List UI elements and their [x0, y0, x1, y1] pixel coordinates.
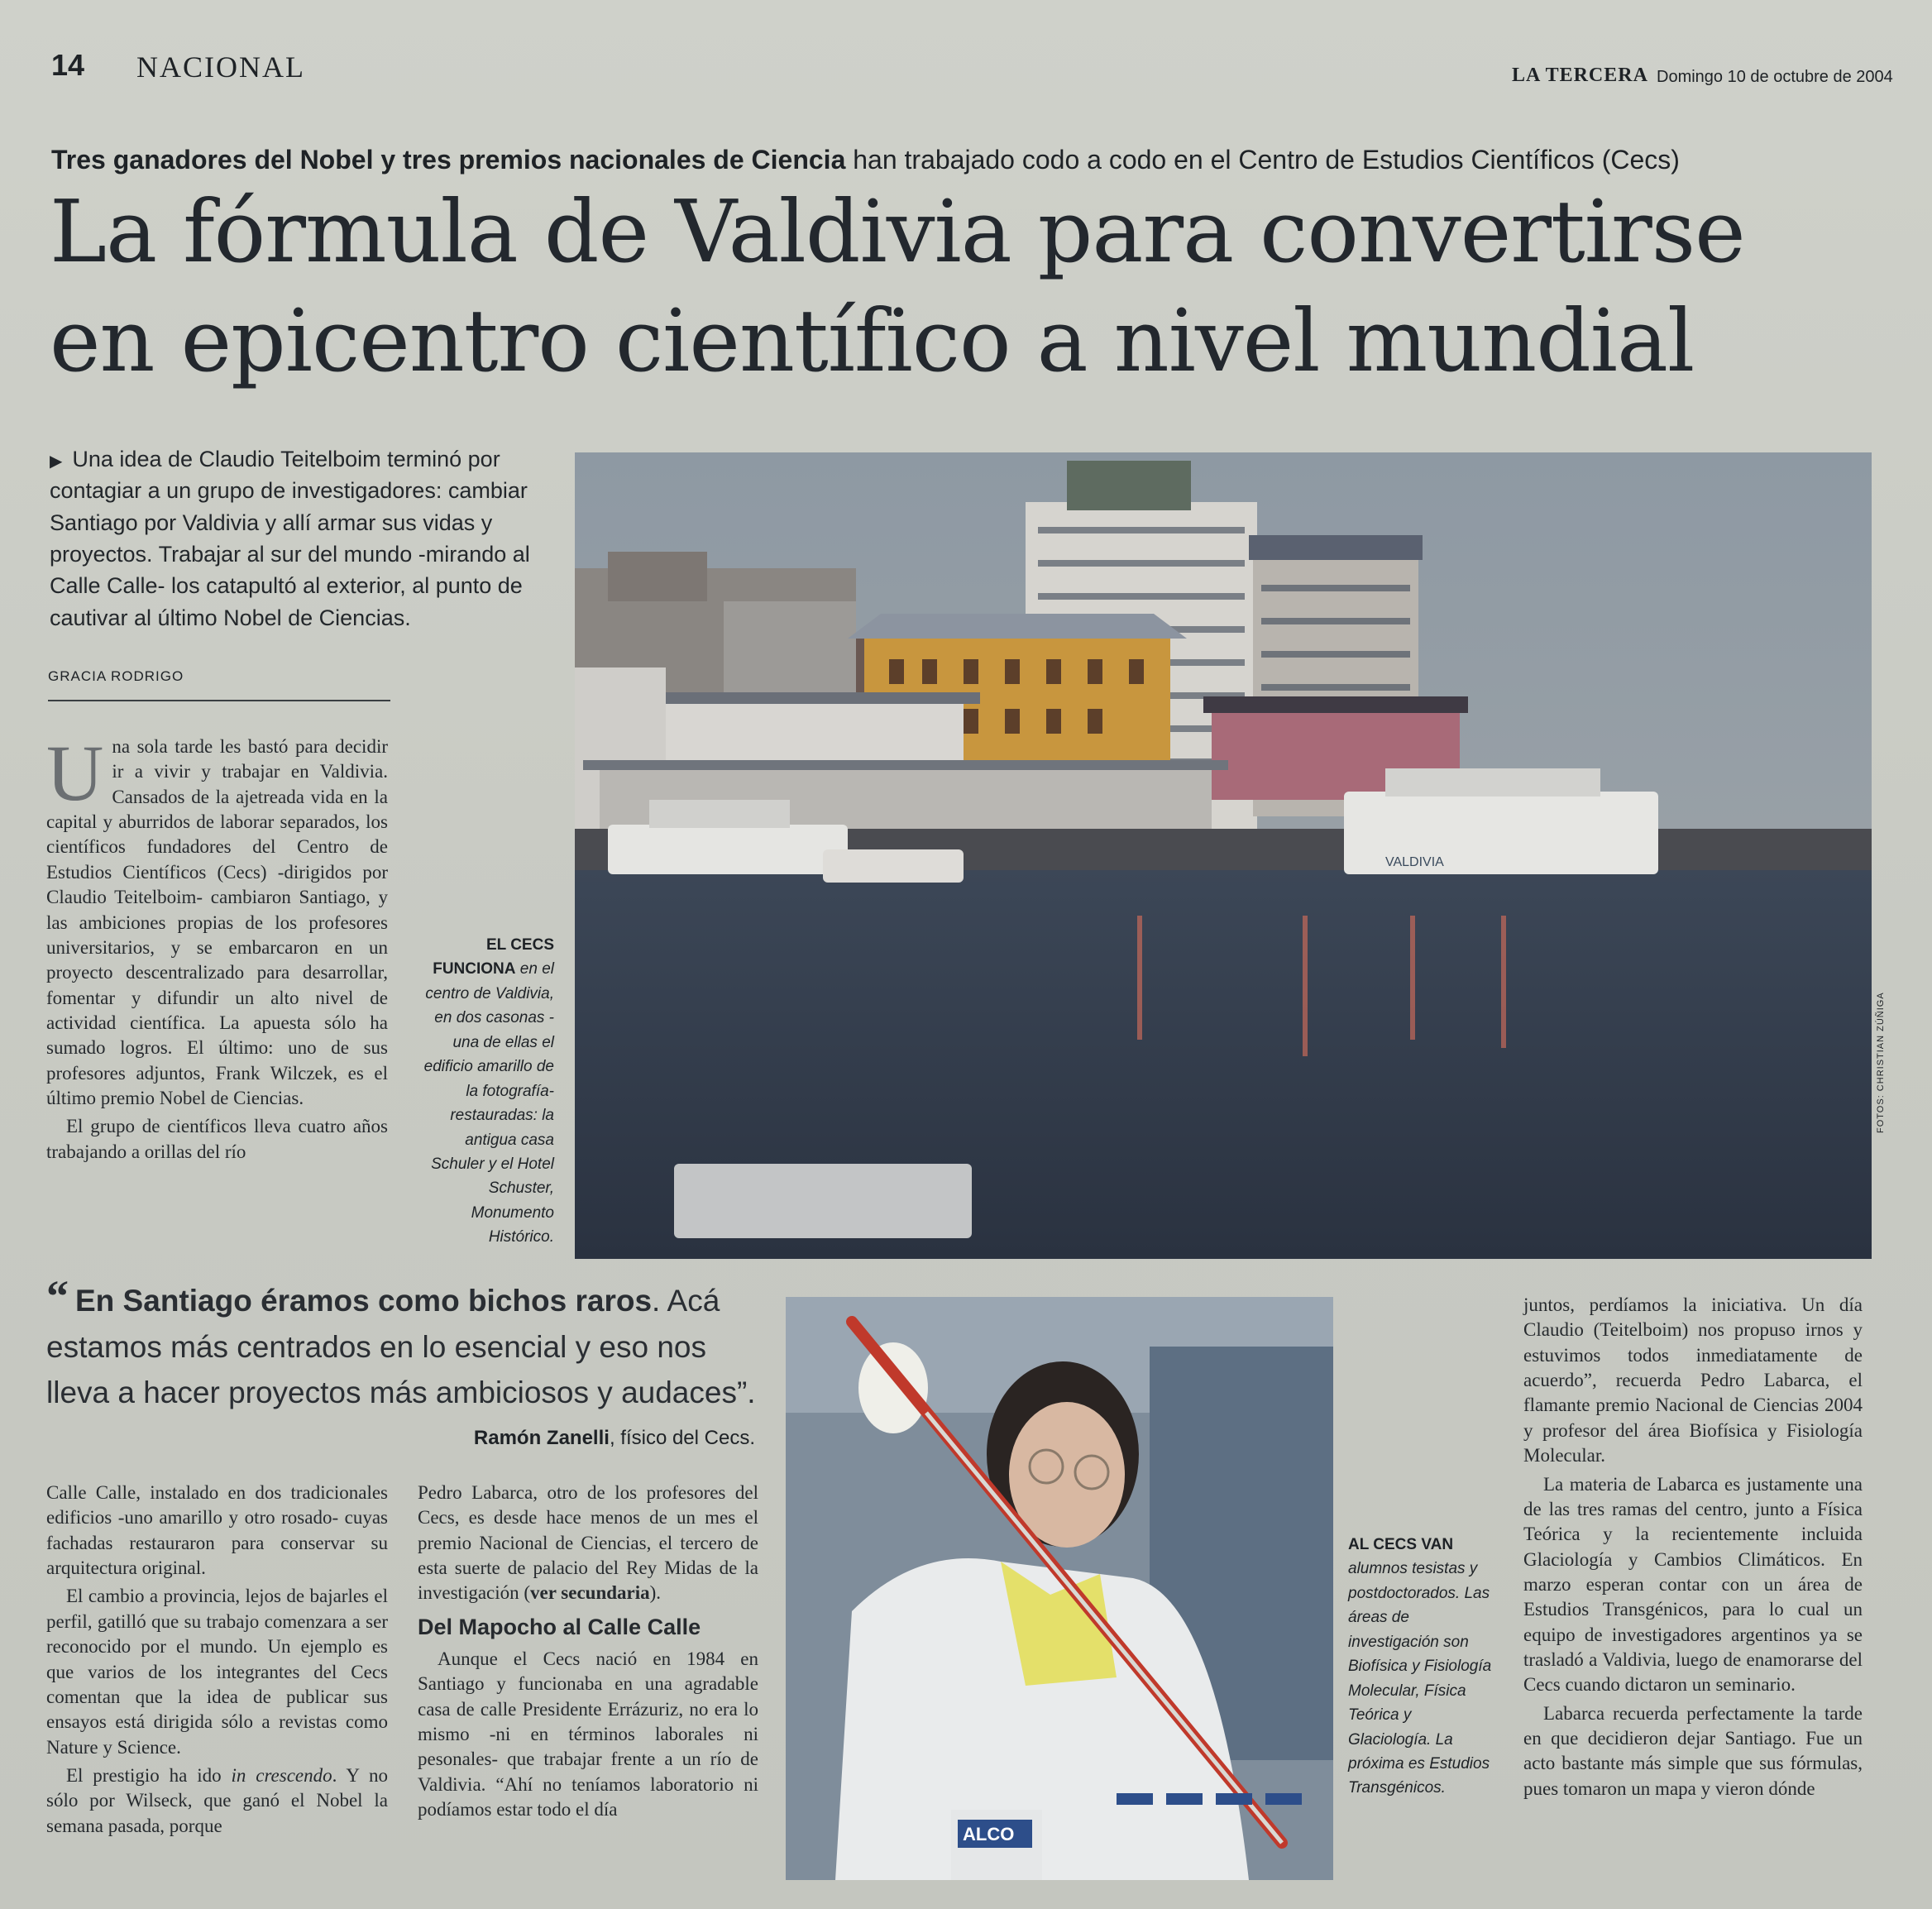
- col4-paragraph-3: Labarca recuerda perfectamente la tarde en que decidieron dejar Santiago. Fue un acto bastante más simple que sus fórmulas, pues tomaron un mapa y vieron dónde: [1523, 1702, 1863, 1799]
- kicker-rest: han trabajado codo a codo en el Centro de Estudios Científicos (Cecs): [845, 145, 1680, 175]
- drop-cap: U: [46, 729, 104, 817]
- headline-line-2: en epicentro científico a nivel mundial: [50, 290, 1695, 391]
- photo-caption-2: [1348, 1533, 1497, 1801]
- body-column-3: [418, 1481, 758, 1825]
- col3-p1-part-a: Pedro Labarca, otro de los profesores del Cecs, es desde hace menos de un mes el premio Nacional de Ciencias, el tercero de esta suerte de palacio del Rey Midas de la investigación (: [418, 1482, 758, 1604]
- lead-paragraph: [50, 443, 546, 634]
- caption-2-lead: AL CECS VAN: [1348, 1536, 1454, 1553]
- quote-attribution: [430, 1427, 755, 1450]
- byline: GRACIA RODRIGO: [48, 668, 184, 684]
- quote-bold: En Santiago éramos como bichos raros: [75, 1284, 653, 1318]
- col4-paragraph-2: La materia de Labarca es justamente una de las tres ramas del centro, junto a Física Teórica y la recientemente incluida Glaciología y Cambios Climáticos. En marzo esperan contar con un área de Estudios Transgénicos, para lo cual un equipo de investigadores argentinos ya se trasladó a Valdivia, luego de enamorarse del Cecs cuando dictaron un seminario.: [1523, 1473, 1863, 1696]
- body-column-2: [46, 1481, 388, 1842]
- col3-p1-part-c: ).: [649, 1582, 662, 1604]
- col4-paragraph-1: juntos, perdíamos la iniciativa. Un día Claudio (Teitelboim) nos propuso irnos y estuvimos todos inmediatamente de acuerdo”, recuerda Pedro Labarca, el flamante premio Nacional de Ciencias 2004 y profesor del área Biofísica y Fisiología Molecular.: [1523, 1294, 1863, 1466]
- col2-paragraph-1: Calle Calle, instalado en dos tradicionales edificios -uno amarillo y otro rosado- cuyas fachadas restauraron para conservar su arquitectura original.: [46, 1482, 388, 1579]
- col1-paragraph-2: El grupo de científicos lleva cuatro años trabajando a orillas del río: [46, 1116, 388, 1162]
- col2-paragraph-3: [46, 1763, 388, 1839]
- photo-credit: FOTOS: CHRISTIAN ZÚÑIGA: [1876, 992, 1886, 1133]
- bottle-label: ALCO: [963, 1824, 1015, 1844]
- caption-2-text: alumnos tesistas y postdoctorados. Las áreas de investigación son Biofísica y Fisiología Molecular, Física Teórica y Glaciología. La próxima es Estudios Transgénicos.: [1348, 1560, 1492, 1797]
- col2-p3-part-a: El prestigio ha ido: [66, 1764, 232, 1786]
- col2-p3-emphasis: in crescendo: [231, 1764, 332, 1786]
- col1-paragraph-1: na sola tarde les bastó para decidir ir a vivir y trabajar en Valdivia. Cansados de la ajetreada vida en la capital y aburridos de laborar separados, los científicos fundadores del Centro de Estudios Científicos (Cecs) -dirigidos por Claudio Teitelboim- cambiaron Santiago, y las ambiciones propias de los profesores universitarios, y se embarcaron en un proyecto descentralizado para desarrollar, fomentar y difundir un alto nivel de actividad científica. La apuesta sólo ha sumado logros. El último: uno de sus profesores adjuntos, Frank Wilczek, es el último premio Nobel de Ciencias.: [46, 736, 388, 1109]
- lab-photo: [786, 1297, 1333, 1880]
- col3-see-sidebar: ver secundaria: [530, 1582, 650, 1604]
- caption-1-lead: EL CECS FUNCIONA: [433, 936, 554, 978]
- waterfront-photo: [575, 452, 1872, 1259]
- byline-rule: [48, 700, 390, 701]
- body-column-1: [46, 729, 388, 1168]
- publication-date: Domingo 10 de octubre de 2004: [1657, 68, 1893, 86]
- page-number: 14: [51, 48, 85, 82]
- section-name: NACIONAL: [136, 50, 305, 84]
- caption-1-text: en el centro de Valdivia, en dos casonas -una de ellas el edificio amarillo de la fotografía- restauradas: la antigua casa Schuler y el Hotel Schuster, Monumento Histórico.: [423, 960, 554, 1246]
- quote-rest: . Acá estamos más centrados en lo esencial y eso nos lleva a hacer proyectos más ambiciosos y audaces”.: [46, 1284, 756, 1409]
- headline: [50, 181, 1910, 407]
- headline-line-1: La fórmula de Valdivia para convertirse: [50, 181, 1745, 282]
- subheading: Del Mapocho al Calle Calle: [418, 1614, 701, 1639]
- quote-author: Ramón Zanelli: [473, 1427, 610, 1449]
- kicker-bold: Tres ganadores del Nobel y tres premios nacionales de Ciencia: [51, 145, 846, 175]
- ferry-name-label: VALDIVIA: [1385, 855, 1444, 869]
- photo-caption-1: [414, 933, 554, 1250]
- lead-text: Una idea de Claudio Teitelboim terminó por contagiar a un grupo de investigadores: cambiar Santiago por Valdivia y allí armar sus vidas y proyectos. Trabajar al sur del mundo -mirando al Calle Calle- los catapultó al exterior, al punto de cautivar al último Nobel de Ciencias.: [50, 447, 530, 630]
- col3-paragraph-1: [418, 1481, 758, 1606]
- pull-quote: [46, 1270, 766, 1416]
- col3-paragraph-2: Aunque el Cecs nació en 1984 en Santiago y funcionaba en una agradable casa de calle Presidente Errázuriz, no era lo mismo -ni en términos laborales ni pesonales- que trabajar frente a un río de Valdivia. “Ahí no teníamos laboratorio ni podíamos estar todo el día: [418, 1648, 758, 1820]
- bullet-arrow-icon: ▶: [50, 452, 63, 471]
- body-column-4: [1523, 1293, 1863, 1805]
- quote-mark-icon: “: [46, 1271, 69, 1321]
- col2-paragraph-2: El cambio a provincia, lejos de bajarles el perfil, gatilló que su trabajo comenzara a ser reconocido por el mundo. Un ejemplo es que varios de los integrantes del Cecs comentan que la idea de publicar sus ensayos está dirigida sólo a revistas como Nature y Science.: [46, 1586, 388, 1758]
- newspaper-name: LA TERCERA: [1512, 65, 1648, 86]
- kicker: [51, 145, 1887, 175]
- quote-author-role: , físico del Cecs.: [609, 1427, 755, 1449]
- col2-p3-part-b: . Y no sólo por Wilseck, que ganó el Nobel la semana pasada, porque: [46, 1764, 389, 1836]
- waterfront-illustration: [575, 452, 1872, 1259]
- lab-illustration: [786, 1297, 1333, 1880]
